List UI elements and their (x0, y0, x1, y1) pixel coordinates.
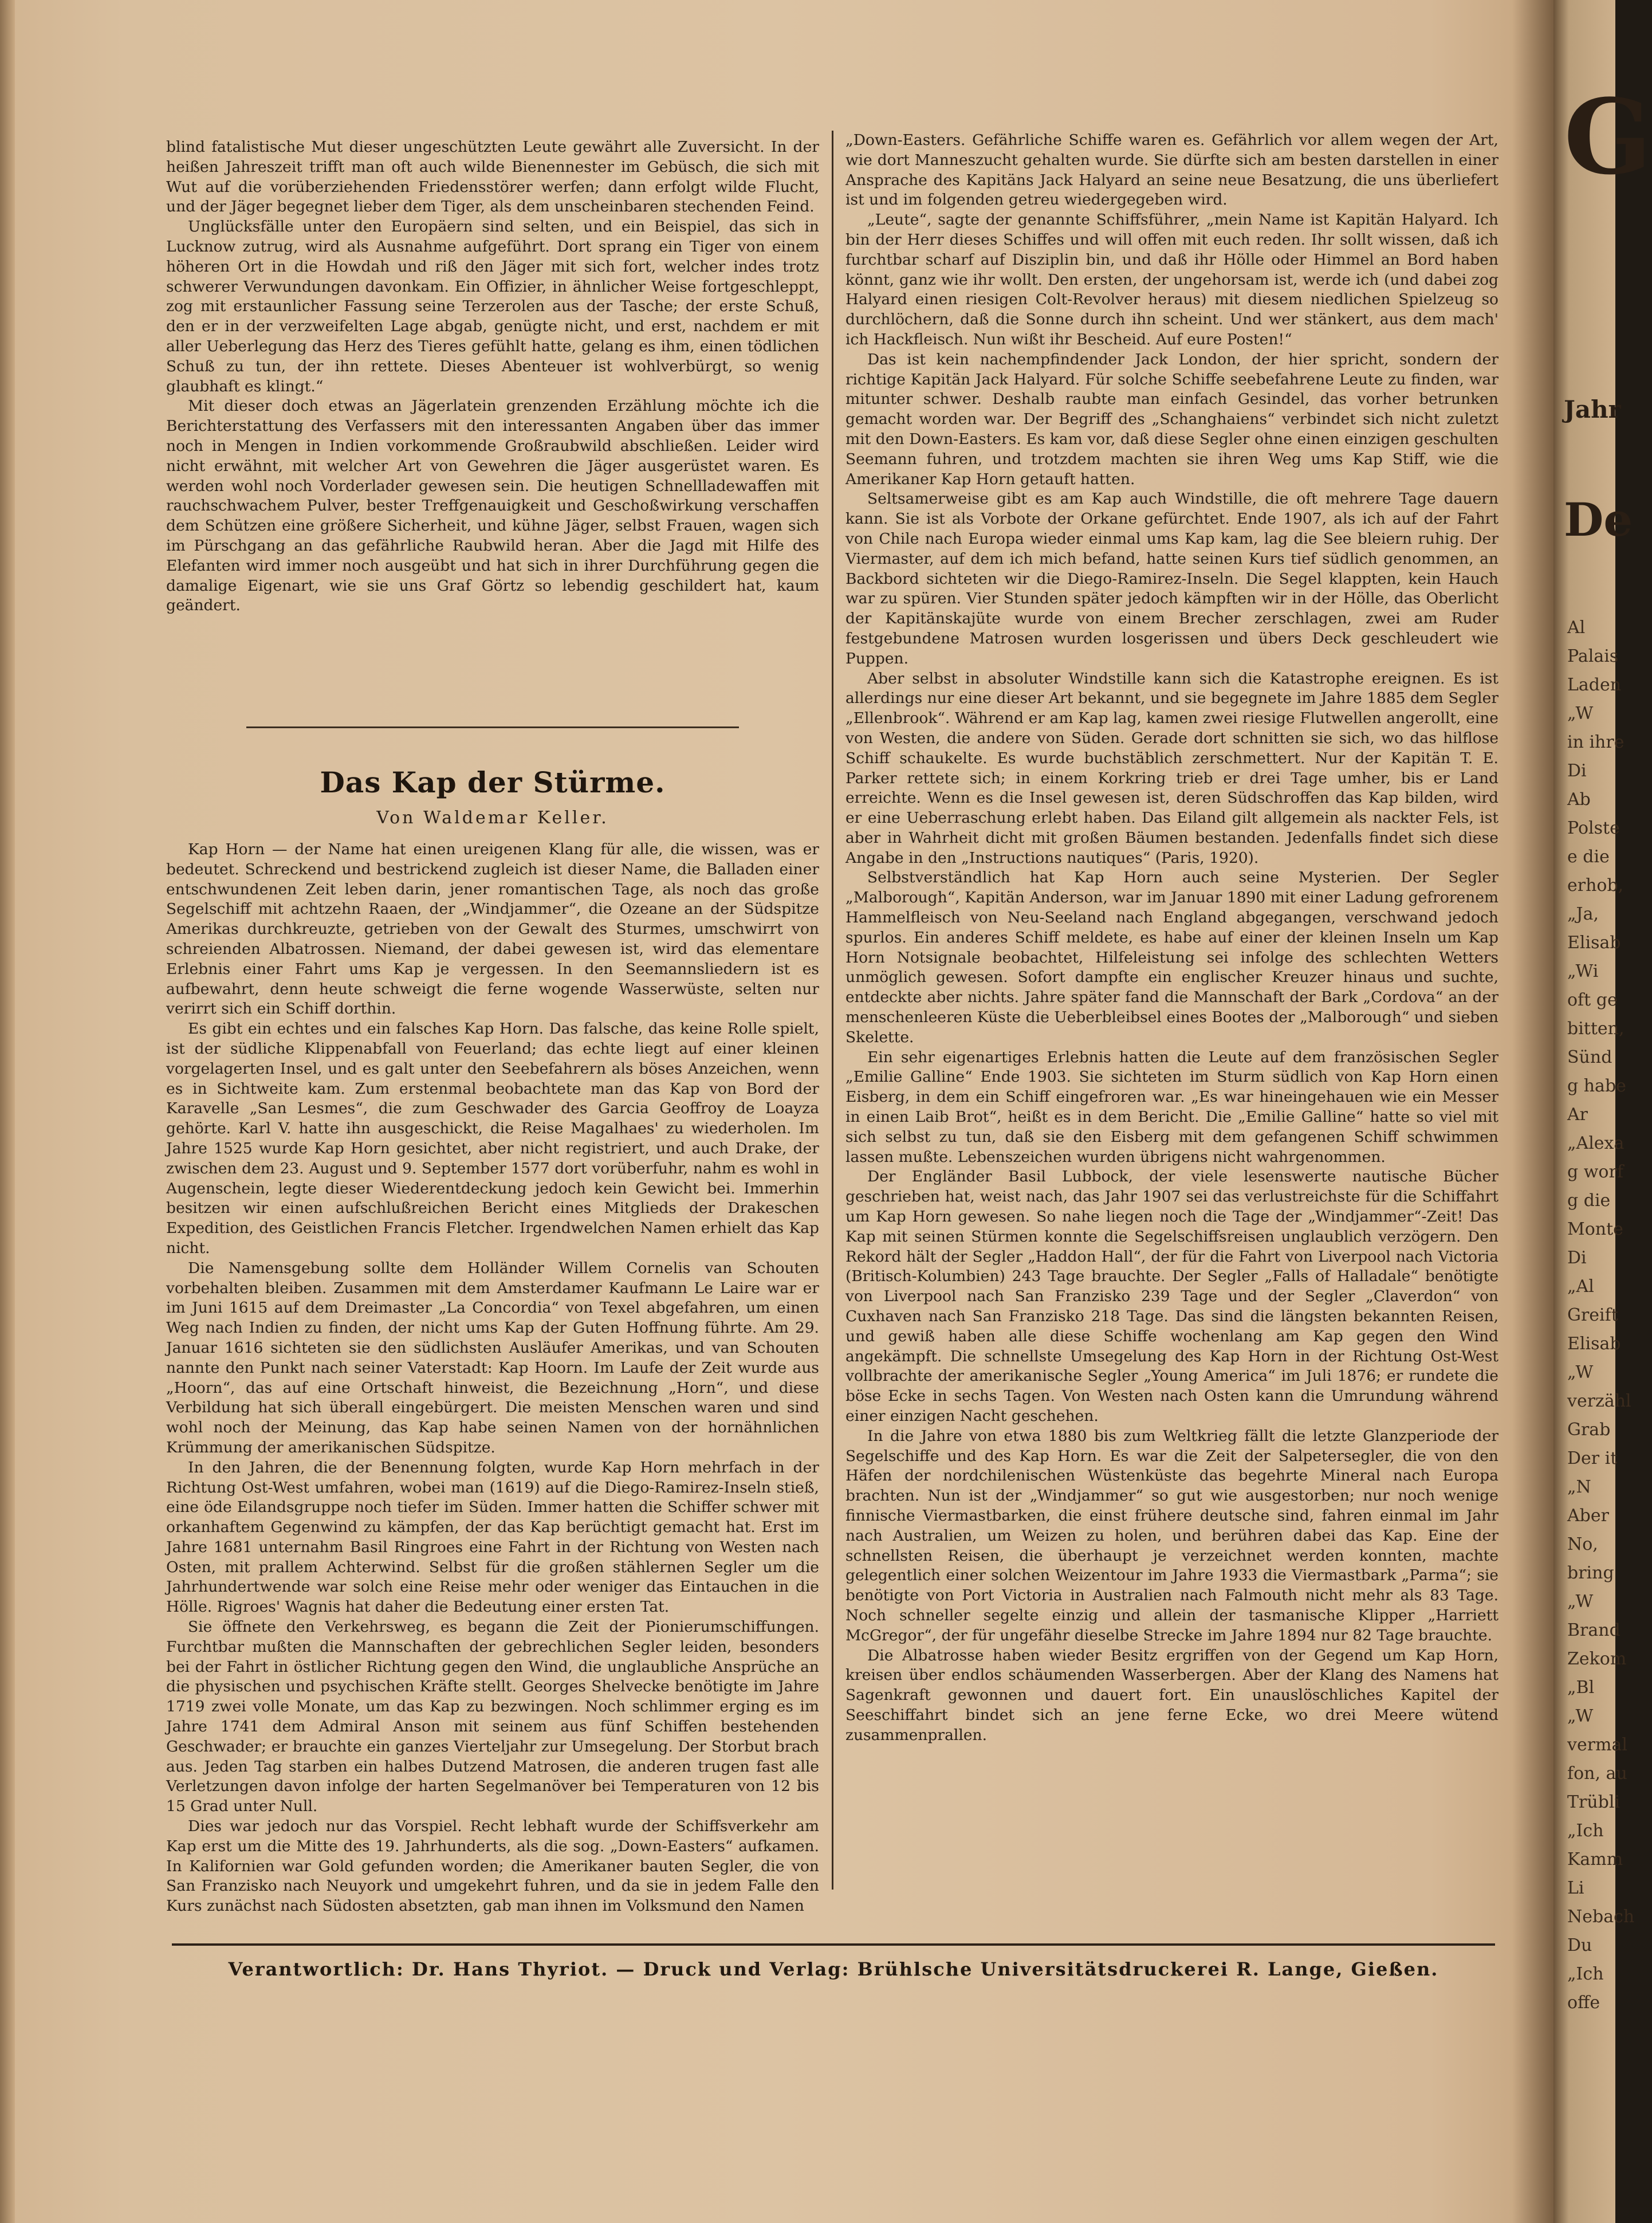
paragraph: Seltsamerweise gibt es am Kap auch Windstille, die oft mehrere Tage dauern kann. Sie ist als Vorbote der Orkane gefürchtet. Ende 1907, als ich auf der Fahrt von Chile nach Europa wieder einmal ums Kap kam, lag die See bleiern ruhig. Der Viermaster, auf dem ich mich befand, hatte seinen Kurs tief südlich genommen, an Backbord sichteten wir die Diego-Ramirez-Inseln. Die Segel klappten, kein Hauch war zu spüren. Vier Stunden später jedoch kämpften wir in der Hölle, das Oberlicht der Kapitänskajüte wurde von einem Brecher zerschlagen, zwei am Ruder festgebundene Matrosen wurden losgerissen und übers Deck geschleudert wie Puppen. (845, 490, 1498, 667)
adjacent-page-text-fragment: Sünd (1567, 1047, 1612, 1067)
section-divider (246, 726, 739, 728)
imprint-footer: Verantwortlich: Dr. Hans Thyriot. — Druck und Verlag: Brühlsche Universitätsdruckerei R. Lange, Gießen. (228, 1958, 1439, 1980)
adjacent-page-strip (1553, 0, 1652, 2223)
adjacent-page-text-fragment: „Bl (1567, 1678, 1595, 1698)
paragraph: Der Engländer Basil Lubbock, der viele lesenswerte nautische Bücher geschrieben hat, weist nach, das Jahr 1907 sei das verlustreichste für die Schiffahrt um Kap Horn gewesen. So nahe liegen noch die Tage der „Windjammer“-Zeit! Das Kap mit seinen Stürmen konnte die Segelschiffsreisen unglaublich verzögern. Den Rekord hält der Segler „Haddon Hall“, der für die Fahrt von Liverpool nach Victoria (Britisch-Kolumbien) 243 Tage brauchte. Der Segler „Falls of Halladale“ benötigte von Liverpool nach San Franzisko 239 Tage und der Segler „Claverdon“ von Cuxhaven nach San Franzisko 218 Tage. Das sind die längsten bekannten Reisen, und gewiß haben alle diese Schiffe wochenlang am Kap gegen den Wind angekämpft. Die schnellste Umsegelung des Kap Horn in der Richtung Ost-West vollbrachte der amerikanische Segler „Young America“ im Juli 1876; er rundete die böse Ecke in sechs Tagen. Von Westen nach Osten kann die Umrundung während einer einzigen Nacht geschehen. (845, 1168, 1498, 1425)
adjacent-page-text-fragment: erhob, (1567, 875, 1624, 896)
paragraph: Sie öffnete den Verkehrsweg, es begann die Zeit der Pionierumschiffungen. Furchtbar mußten die Mannschaften der gebrechlichen Segler leiden, besonders bei der Fahrt in östlicher Richtung gegen den Wind, die unglaubliche Ansprüche an die physischen und psychischen Kräfte stellt. Georges Shelvecke benötigte im Jahre 1719 zwei volle Monate, um das Kap zu bezwingen. Noch schlimmer erging es im Jahre 1741 dem Admiral Anson mit seinem aus fünf Schiffen bestehenden Geschwader; er brauchte ein ganzes Vierteljahr zur Umsegelung. Der Storbut brach aus. Jeden Tag starben ein halbes Dutzend Matrosen, die anderen trugen fast alle Verletzungen davon infolge der harten Segelmanöver bei Temperaturen von 12 bis 15 Grad unter Null. (166, 1618, 819, 1816)
footer-rule (172, 1943, 1495, 1946)
paragraph: In die Jahre von etwa 1880 bis zum Weltkrieg fällt die letzte Glanzperiode der Segelschiffe und des Kap Horn. Es war die Zeit der Salpetersegler, die von den Häfen der nordchilenischen Wüstenküste das begehrte Mineral nach Europa brachten. Nun ist der „Windjammer“ so gut wie ausgestorben; nur noch wenige finnische Viermastbarken, die einst frühere deutsche sind, fahren einmal im Jahr nach Australien, um Weizen zu holen, und berühren dabei das Kap. Eine der schnellsten Reisen, die überhaupt je verzeichnet werden konnten, machte gelegentlich einer solchen Weizentour im Jahre 1933 die Viermastbark „Parma“; sie benötigte von Port Victoria in Australien nach Falmouth nicht mehr als 83 Tage. Noch schneller segelte einzig und allein der tasmanische Klipper „Harriett McGregor“, der für ungefähr dieselbe Strecke im Jahre 1894 nur 82 Tage brauchte. (845, 1427, 1498, 1644)
adjacent-page-text-fragment: Elisab (1567, 1334, 1621, 1354)
adjacent-page-text-fragment: Li (1567, 1878, 1584, 1898)
adjacent-page-text-fragment: Laden (1567, 675, 1622, 695)
adjacent-page-text-fragment: „Wi (1567, 961, 1599, 981)
adjacent-page-text-fragment: bitten, (1567, 1019, 1625, 1039)
adjacent-page-text-fragment: g habe (1567, 1076, 1626, 1096)
paragraph: Die Namensgebung sollte dem Holländer Willem Cornelis van Schouten vorbehalten bleiben. Zusammen mit dem Amsterdamer Kaufmann Le Laire war er im Juni 1615 auf dem Dreimaster „La Concordia“ von Texel abgefahren, um einen Weg nach Indien zu finden, der nicht ums Kap der Guten Hoffnung führte. Am 29. Januar 1616 sichteten sie den südlichsten Ausläufer Amerikas, und van Schouten nannte den Punkt nach seiner Vaterstadt: Kap Hoorn. Im Laufe der Zeit wurde aus „Hoorn“, das auf eine Ortschaft hinweist, die Bezeichnung „Horn“, und diese Verbildung hat sich überall eingebürgert. Die meisten Menschen waren und sind wohl noch der Meinung, das Kap habe seinen Namen von der hornähnlichen Krümmung der amerikanischen Südspitze. (166, 1259, 819, 1456)
left-column (166, 138, 819, 616)
adjacent-page-headline-letter: G (1564, 77, 1652, 198)
paragraph: Selbstverständlich hat Kap Horn auch seine Mysterien. Der Segler „Malborough“, Kapitän Anderson, war im Januar 1890 mit einer Ladung gefrorenem Hammelfleisch von Neu-Seeland nach England abgegangen, verschwand jedoch spurlos. Ein anderes Schiff meldete, es habe auf einer der kleinen Inseln um Kap Horn Notsignale beobachtet, Hilfeleistung sei infolge des schlechten Wetters unmöglich gewesen. Sofort dampfte ein englischer Kreuzer hinaus und suchte, entdeckte aber nichts. Jahre später fand die Mannschaft der Bark „Cordova“ an der menschenleeren Küste die Ueberbleibsel eines Bootes der „Malborough“ und sieben Skelette. (845, 869, 1498, 1046)
paragraph: Die Albatrosse haben wieder Besitz ergriffen von der Gegend um Kap Horn, kreisen über endlos schäumenden Wasserbergen. Aber der Klang des Namens hat Sagenkraft gewonnen und dauert fort. Ein unauslöschliches Kapitel der Seeschiffahrt bindet sich an jene ferne Ecke, wo drei Meere wütend zusammenprallen. (845, 1646, 1498, 1744)
adjacent-page-text-fragment: bring (1567, 1563, 1614, 1583)
adjacent-page-text-fragment: „Alexa (1567, 1133, 1625, 1153)
adjacent-page-text-fragment: Brand (1567, 1620, 1620, 1640)
adjacent-page-text-fragment: Di (1567, 761, 1587, 781)
adjacent-page-text-fragment: e die (1567, 847, 1610, 867)
adjacent-page-text-fragment: Aber (1567, 1506, 1609, 1526)
adjacent-page-text-fragment: „Al (1567, 1277, 1594, 1297)
paragraph: „Leute“, sagte der genannte Schiffsführer, „mein Name ist Kapitän Halyard. Ich bin der Herr dieses Schiffes und will offen mit euch reden. Ihr sollt wissen, daß ich furchtbar scharf auf Disziplin bin, und daß ihr Hölle oder Himmel an Bord haben könnt, ganz wie ihr wollt. Den ersten, der ungehorsam ist, werde ich (und dabei zog Halyard einen riesigen Colt-Revolver heraus) mit diesem niedlichen Spielzeug so durchlöchern, daß die Sonne durch ihn scheint. Und wer stänkert, aus dem mach' ich Hackfleisch. Nun wißt ihr Bescheid. Auf eure Posten!“ (845, 211, 1498, 348)
paragraph: Kap Horn — der Name hat einen ureigenen Klang für alle, die wissen, was er bedeutet. Schreckend und bestrickend zugleich ist dieser Name, die Balladen einer entschwundenen Zeit leben darin, jener romantischen Tage, als noch das große Segelschiff mit achtzehn Raaen, der „Windjammer“, die Ozeane an der Südspitze Amerikas durchkreuzte, getrieben von der Gewalt des Sturmes, umschwirrt von schreienden Albatrossen. Niemand, der dabei gewesen ist, wird das elementare Erlebnis einer Fahrt ums Kap je vergessen. In den Seemannsliedern ist es aufbewahrt, denn heute schweigt die ferne wogende Wasserwüste, selten nur verirrt sich ein Schiff dorthin. (166, 841, 819, 1018)
adjacent-page-subhead: Jahr (1564, 395, 1621, 423)
adjacent-page-text-fragment: Der it (1567, 1448, 1618, 1468)
adjacent-page-text-fragment: verzähl (1567, 1391, 1631, 1411)
adjacent-page-text-fragment: Monte (1567, 1219, 1623, 1239)
adjacent-page-text-fragment: „Ja, (1567, 904, 1599, 924)
adjacent-page-text-fragment: offe (1567, 1993, 1600, 2013)
paragraph: „Down-Easters. Gefährliche Schiffe waren es. Gefährlich vor allem wegen der Art, wie dort Manneszucht gehalten wurde. Sie dürfte sich am besten darstellen in einer Ansprache des Kapitäns Jack Halyard an seine neue Besatzung, die uns überliefert ist und im folgenden getreu wiedergegeben wird. (845, 131, 1498, 209)
adjacent-page-text-fragment: „W (1567, 1362, 1594, 1382)
adjacent-page-text-fragment: Nebach (1567, 1907, 1635, 1927)
adjacent-page-text-fragment: Greift (1567, 1305, 1618, 1325)
paragraph: Ein sehr eigenartiges Erlebnis hatten die Leute auf dem französischen Segler „Emilie Galline“ Ende 1903. Sie sichteten im Sturm südlich von Kap Horn einen Eisberg, in dem ein Schiff eingefroren war. „Es war hineingehauen wie ein Messer in einen Laib Brot“, heißt es in dem Bericht. Die „Emilie Galline“ hatte so viel mit sich selbst zu tun, daß sie den Eisberg mit dem gefangenen Schiff schwimmen lassen mußte. Lebenszeichen wurden übrigens nicht wahrgenommen. (845, 1048, 1498, 1166)
right-column (845, 131, 1498, 1746)
adjacent-page-subhead: De (1564, 493, 1633, 547)
paragraph: In den Jahren, die der Benennung folgten, wurde Kap Horn mehrfach in der Richtung Ost-West umfahren, wobei man (1619) auf die Diego-Ramirez-Inseln stieß, eine öde Eilandsgruppe noch tiefer im Süden. Immer hatten die Schiffer schwer mit orkanhaftem Gegenwind zu kämpfen, der das Kap berüchtigt gemacht hat. Erst im Jahre 1681 unternahm Basil Ringroes eine Fahrt in der Richtung von Westen nach Osten, mit prallem Achterwind. Selbst für die großen stählernen Segler um die Jahrhundertwende war solch eine Reise mehr oder weniger das Eintauchen in die Hölle. Rigroes' Wagnis hat daher die Bedeutung einer ersten Tat. (166, 1458, 819, 1616)
adjacent-page-text-fragment: „W (1567, 1592, 1594, 1612)
adjacent-page-text-fragment: „N (1567, 1477, 1591, 1497)
page-edge (0, 0, 15, 2223)
paragraph: Aber selbst in absoluter Windstille kann sich die Katastrophe ereignen. Es ist allerdings nur eine dieser Art bekannt, und sie begegnete im Jahre 1885 dem Segler „Ellenbrook“. Während er am Kap lag, kamen zwei riesige Flutwellen angerollt, eine von Westen, die andere von Süden. Gerade dort schnitten sie sich, wo das hilflose Schiff schaukelte. Es wurde buchstäblich zerschmettert. Nur der Kapitän T. E. Parker rettete sich; in einem Korkring trieb er drei Tage umher, bis er Land erreichte. Wenn es die Insel gewesen ist, deren Südschroffen das Kap bilden, wird er eine Ueberraschung erlebt haben. Das Eiland gilt allgemein als nackter Fels, ist aber in Wahrheit dicht mit großen Bäumen bestanden. Jedenfalls findet sich diese Angabe in den „Instructions nautiques“ (Paris, 1920). (845, 669, 1498, 867)
adjacent-page-text-fragment: „Ich (1567, 1821, 1604, 1841)
adjacent-page-text-fragment: oft ge (1567, 990, 1618, 1010)
paragraph: Es gibt ein echtes und ein falsches Kap Horn. Das falsche, das keine Rolle spielt, ist der südliche Klippenabfall von Feuerland; das echte liegt auf einer kleinen vorgelagerten Insel, und es galt unter den Seebefahrern als böses Anzeichen, wenn es in Sichtweite kam. Zum erstenmal beobachtete man das Kap von Bord der Karavelle „San Lesmes“, die zum Geschwader des Garcia Geoffroy de Loayza gehörte. Karl V. hatte ihn ausgeschickt, die Reise Magalhaes' zu wiederholen. Im Jahre 1525 wurde Kap Horn gesichtet, aber nicht registriert, und auch Drake, der zwischen dem 23. August und 9. September 1577 dort vorüberfuhr, nahm es wohl in Augenschein, legte dieser Wiederentdeckung jedoch kein Gewicht bei. Immerhin besitzen wir einen aufschlußreichen Bericht eines Mitglieds der Drakeschen Expedition, des Geistlichen Francis Fletcher. Irgendwelchen Namen erhielt das Kap nicht. (166, 1020, 819, 1257)
adjacent-page-text-fragment: Al (1567, 618, 1586, 638)
adjacent-page-text-fragment: in ihre (1567, 732, 1625, 752)
article-headline: Das Kap der Stürme. (320, 765, 666, 799)
adjacent-page-text-fragment: vermal (1567, 1735, 1627, 1755)
adjacent-page-text-fragment: Kamm (1567, 1849, 1623, 1869)
adjacent-page-text-fragment: „Ich (1567, 1964, 1604, 1984)
binding-shadow (1512, 0, 1553, 2223)
adjacent-page-text-fragment: Di (1567, 1248, 1587, 1268)
paragraph: Das ist kein nachempfindender Jack London, der hier spricht, sondern der richtige Kapitän Jack Halyard. Für solche Schiffe seebefahrene Leute zu finden, war mitunter schwer. Deshalb raubte man einfach Gesindel, das vorher betrunken gemacht worden war. Der Begriff des „Schanghaiens“ verbindet sich nicht zuletzt mit den Down-Easters. Es kam vor, daß diese Segler ohne einen einzigen geschulten Seemann fuhren, und trotzdem machten sie ihren Weg ums Kap Stiff, wie die Amerikaner Kap Horn getauft hatten. (845, 350, 1498, 488)
adjacent-page-text-fragment: Polste (1567, 818, 1620, 838)
article-left-column (166, 840, 819, 1916)
paragraph: Unglücksfälle unter den Europäern sind selten, und ein Beispiel, das sich in Lucknow zutrug, wird als Ausnahme aufgeführt. Dort sprang ein Tiger von einem höheren Ort in die Howdah und riß den Jäger mit sich fort, welcher indes trotz schwerer Verwundungen davonkam. Ein Offizier, in ähnlicher Weise fortgeschleppt, zog mit erstaunlicher Fassung seine Terzerolen aus der Tasche; der erste Schuß, den er in der verzweifelten Lage abgab, genügte nicht, und erst, nachdem er mit aller Ueberlegung das Herz des Tieres gefühlt hatte, gelang es ihm, einen tödlichen Schuß zu tun, der ihn rettete. Dieses Abenteuer ist wohlverbürgt, so wenig glaubhaft es klingt.“ (166, 218, 819, 395)
adjacent-page-text-fragment: Trübli (1567, 1792, 1620, 1812)
paragraph: Mit dieser doch etwas an Jägerlatein grenzenden Erzählung möchte ich die Berichterstattung des Verfassers mit den interessanten Angaben über das immer noch in Mengen in Indien vorkommende Großraubwild abschließen. Leider wird nicht erwähnt, mit welcher Art von Gewehren die Jäger ausgerüstet waren. Es werden wohl noch Vorderlader gewesen sein. Die heutigen Schnellladewaffen mit rauchschwachem Pulver, bester Treffgenauigkeit und Geschoßwirkung verschaffen dem Schützen eine größere Sicherheit, und kühne Jäger, selbst Frauen, wagen sich im Pürschgang an das gefährliche Raubwild heran. Aber die Jagd mit Hilfe des Elefanten wird immer noch ausgeübt und hat sich in ihrer Durchführung gegen die damalige Eigenart, wie sie uns Graf Görtz so lebendig geschildert hat, kaum geändert. (166, 397, 819, 615)
column-divider (832, 131, 833, 1890)
adjacent-page-text-fragment: „W (1567, 704, 1594, 724)
adjacent-page-text-fragment: g worf (1567, 1162, 1623, 1182)
adjacent-page-text-fragment: g die (1567, 1191, 1611, 1211)
adjacent-page-text-fragment: Elisab (1567, 933, 1621, 953)
adjacent-page-text-fragment: No, (1567, 1534, 1598, 1554)
adjacent-page-text-fragment: fon, au (1567, 1764, 1627, 1784)
adjacent-page-text-fragment: Grab (1567, 1420, 1611, 1440)
adjacent-page-text-fragment: Ab (1567, 790, 1591, 810)
article-byline: Von Waldemar Keller. (376, 808, 609, 828)
paragraph: blind fatalistische Mut dieser ungeschützten Leute gewährt alle Zuversicht. In der heißen Jahreszeit trifft man oft auch wilde Bienennester im Gebüsch, die sich mit Wut auf die vorüberziehenden Friedensstörer werfen; dann erfolgt wilde Flucht, und der Jäger begegnet lieber dem Tiger, als dem unscheinbaren stechenden Feind. (166, 138, 819, 216)
adjacent-page-text-fragment: Zekom (1567, 1649, 1627, 1669)
adjacent-page-text-fragment: Palais (1567, 646, 1619, 666)
adjacent-page-text-fragment: „W (1567, 1706, 1594, 1726)
adjacent-page-text-fragment: Du (1567, 1935, 1592, 1955)
adjacent-page-text-fragment: Ar (1567, 1105, 1588, 1125)
paragraph: Dies war jedoch nur das Vorspiel. Recht lebhaft wurde der Schiffsverkehr am Kap erst um die Mitte des 19. Jahrhunderts, als die sog. „Down-Easters“ aufkamen. In Kalifornien war Gold gefunden worden; die Amerikaner bauten Segler, die von San Franzisko nach Neuyork und umgekehrt fuhren, und da sie in jedem Falle den Kurs zunächst nach Südosten absetzten, gab man ihnen im Volksmund den Namen (166, 1817, 819, 1915)
